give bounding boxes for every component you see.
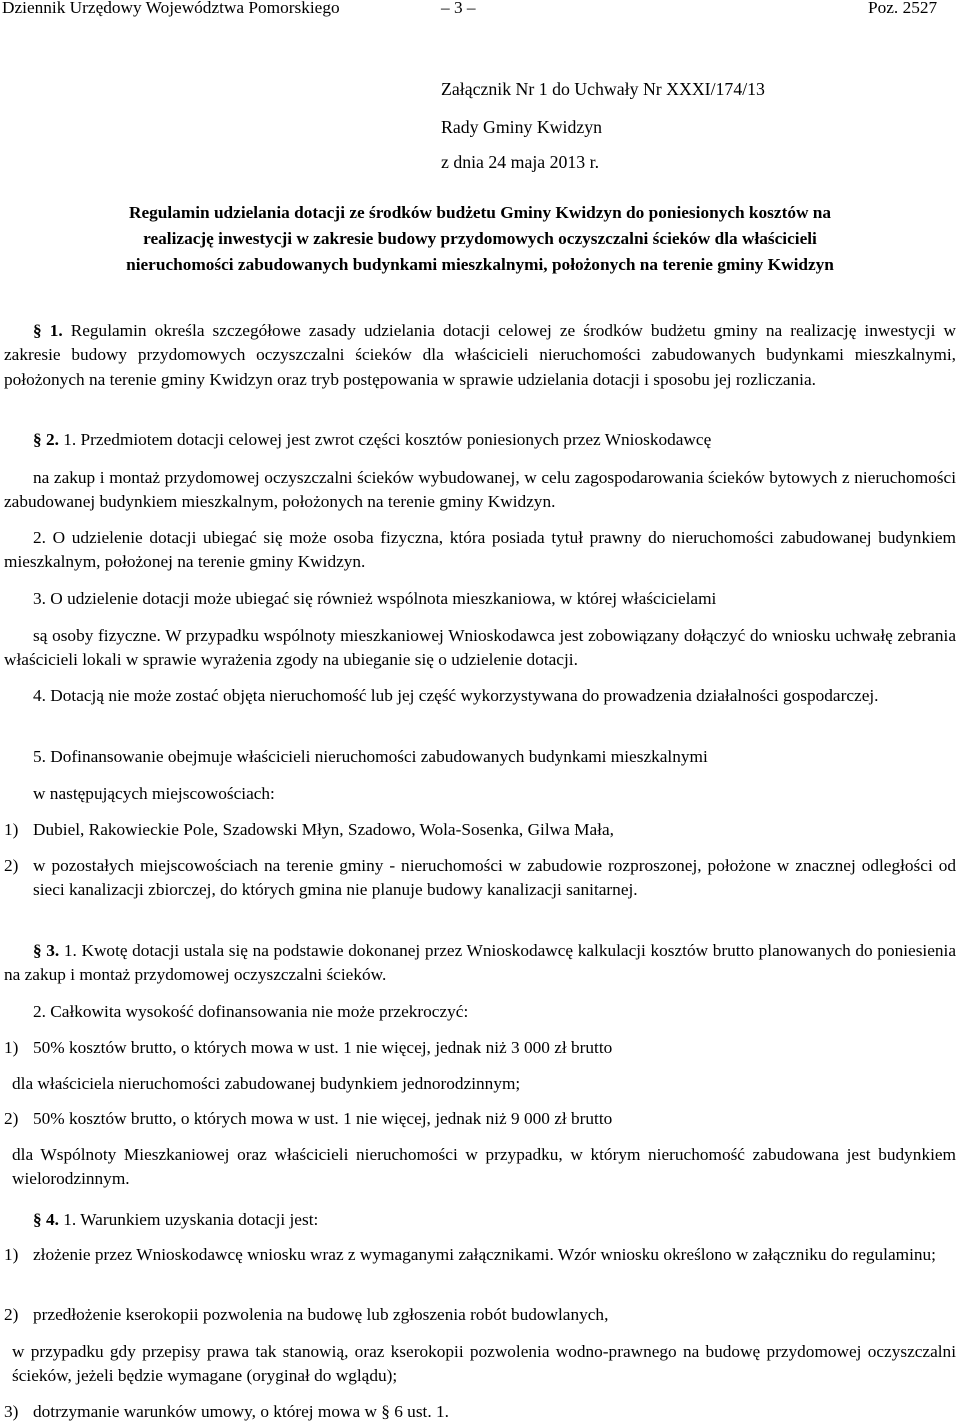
section-2-point-1-cont-block bbox=[4, 466, 956, 515]
section-2-point-3-lead-block bbox=[4, 587, 956, 611]
section-2-point-5-lead: 5. Dofinansowanie obejmuje właścicieli nieruchomości zabudowanych budynkami mieszkalnymi bbox=[33, 747, 708, 766]
title-line-1: Regulamin udzielania dotacji ze środków budżetu Gminy Kwidzyn do poniesionych kosztów na bbox=[128, 203, 832, 222]
list-item bbox=[4, 854, 956, 903]
section-2-point-4: 4. Dotacją nie może zostać objęta nieruchomość lub jej część wykorzystywana do prowadzenia działalności gospodarczej. bbox=[33, 686, 879, 705]
list-item-cont-text: w przypadku gdy przepisy prawa tak stanowią, oraz kserokopii pozwolenia wodno-prawnego na budowę przydomowej oczyszczalni ścieków, jeżeli będzie wymagane (oryginał do wglądu); bbox=[12, 1342, 956, 1386]
list-item-text: 50% kosztów brutto, o których mowa w ust. 1 nie więcej, jednak niż 3 000 zł brutto bbox=[33, 1038, 613, 1057]
list-item-text: 50% kosztów brutto, o których mowa w ust. 1 nie więcej, jednak niż 9 000 zł brutto bbox=[33, 1109, 613, 1128]
section-4-lead bbox=[4, 1208, 956, 1232]
list-item bbox=[4, 1303, 956, 1327]
list-item-text: złożenie przez Wnioskodawcę wniosku wraz z wymaganymi załącznikami. Wzór wniosku określono w załączniku do regulaminu; bbox=[33, 1245, 936, 1264]
section-1-text: Regulamin określa szczegółowe zasady udzielania dotacji celowej ze środków budżetu gminy na realizację inwestycji w zakresie budowy przydomowych oczyszczalni ścieków dla właścicieli nieruchomości zabudowanych budynkami mieszkalnymi, położonych na terenie gminy Kwidzyn oraz tryb postępowania w sprawie udzielania dotacji i sposobu jej rozliczania. bbox=[4, 321, 956, 389]
list-item-number: 1) bbox=[4, 1245, 19, 1264]
section-3-lead bbox=[4, 939, 956, 988]
section-3-point-2: 2. Całkowita wysokość dofinansowania nie może przekroczyć: bbox=[33, 1002, 469, 1021]
list-item-text: dotrzymanie warunków umowy, o której mowa w § 6 ust. 1. bbox=[33, 1402, 449, 1421]
title-line-2: realizację inwestycji w zakresie budowy przydomowych oczyszczalni ścieków dla właścicieli bbox=[143, 229, 817, 248]
list-item-cont bbox=[12, 1143, 956, 1192]
page-number: – 3 – bbox=[441, 0, 476, 17]
list-item-number: 2) bbox=[4, 1109, 19, 1128]
journal-title: Dziennik Urzędowy Województwa Pomorskiego bbox=[2, 0, 340, 17]
section-2-point-3-lead: 3. O udzielenie dotacji może ubiegać się również wspólnota mieszkaniowa, w której właścicielami bbox=[33, 589, 717, 608]
section-2-mark: § 2. bbox=[33, 430, 59, 449]
list-item-cont-text: dla Wspólnoty Mieszkaniowej oraz właścicieli nieruchomości w przypadku, w którym nieruchomość zabudowana jest budynkiem wielorodzinnym. bbox=[12, 1145, 956, 1189]
section-4-mark: § 4. bbox=[33, 1210, 59, 1229]
list-item bbox=[4, 818, 956, 842]
section-2-point-5-cont: w następujących miejscowościach: bbox=[33, 784, 275, 803]
section-3-mark: § 3. bbox=[33, 941, 60, 960]
list-item-number: 2) bbox=[4, 1305, 19, 1324]
position-number: Poz. 2527 bbox=[868, 0, 938, 17]
section-2-point-3-cont-block bbox=[4, 624, 956, 673]
section-1-mark: § 1. bbox=[33, 321, 63, 340]
section-2-lead bbox=[4, 428, 956, 452]
list-item-text: przedłożenie kserokopii pozwolenia na budowę lub zgłoszenia robót budowlanych, bbox=[33, 1305, 609, 1324]
section-2-point-3-cont: są osoby fizyczne. W przypadku wspólnoty mieszkaniowej Wnioskodawca jest zobowiązany dołączyć do wniosku uchwałę zebrania właścicieli lokali w sprawie wyrażenia zgody na ubieganie się o udzielenie dotacji. bbox=[4, 626, 956, 670]
attachment-line-3: z dnia 24 maja 2013 r. bbox=[441, 152, 600, 172]
document-title bbox=[0, 200, 960, 278]
list-item bbox=[4, 1243, 956, 1267]
section-1 bbox=[4, 319, 956, 392]
list-item-number: 1) bbox=[4, 820, 19, 839]
title-line-3: nieruchomości zabudowanych budynkami mieszkalnymi, położonych na terenie gminy Kwidzyn bbox=[126, 255, 834, 274]
attachment-line-2: Rady Gminy Kwidzyn bbox=[441, 117, 603, 137]
section-4-point-1: 1. Warunkiem uzyskania dotacji jest: bbox=[63, 1210, 319, 1229]
attachment-line-1: Załącznik Nr 1 do Uchwały Nr XXXI/174/13 bbox=[441, 79, 765, 99]
list-item bbox=[4, 1036, 956, 1060]
section-3-point-1: 1. Kwotę dotacji ustala się na podstawie dokonanej przez Wnioskodawcę kalkulacji kosztów brutto planowanych do poniesienia na zakup i montaż przydomowej oczyszczalni ścieków. bbox=[4, 941, 957, 985]
section-2-point-1-lead: 1. Przedmiotem dotacji celowej jest zwrot części kosztów poniesionych przez Wnioskodawcę bbox=[63, 430, 712, 449]
section-2-point-4-block bbox=[4, 684, 956, 708]
list-item-number: 3) bbox=[4, 1402, 19, 1421]
list-item-text: w pozostałych miejscowościach na terenie gminy - nieruchomości w zabudowie rozproszonej, położone w znacznej odległości od sieci kanalizacji zbiorczej, do których gmina nie planuje budowy kanalizacji sanitarnej. bbox=[33, 856, 956, 900]
section-2-point-2: 2. O udzielenie dotacji ubiegać się może osoba fizyczna, która posiada tytuł prawny do nieruchomości zabudowanej budynkiem mieszkalnym, położonej na terenie gminy Kwidzyn. bbox=[4, 528, 956, 572]
list-item bbox=[4, 1107, 956, 1131]
list-item-text: Dubiel, Rakowieckie Pole, Szadowski Młyn, Szadowo, Wola-Sosenka, Gilwa Mała, bbox=[33, 820, 614, 839]
section-2-point-5-lead-block bbox=[4, 745, 956, 769]
list-item-cont bbox=[12, 1072, 956, 1096]
section-3-point-2-block bbox=[4, 1000, 956, 1024]
section-2-point-5-cont-block bbox=[4, 782, 956, 806]
section-2-point-2-block bbox=[4, 526, 956, 575]
list-item-cont-text: dla właściciela nieruchomości zabudowanej budynkiem jednorodzinnym; bbox=[12, 1074, 521, 1093]
list-item-number: 2) bbox=[4, 856, 19, 875]
list-item-cont bbox=[12, 1340, 956, 1389]
list-item bbox=[4, 1400, 956, 1424]
section-2-point-1-cont: na zakup i montaż przydomowej oczyszczalni ścieków wybudowanej, w celu zagospodarowania ścieków bytowych z nieruchomości zabudowanej budynkiem mieszkalnym, położonych na terenie gminy Kwidzyn. bbox=[4, 468, 956, 512]
list-item-number: 1) bbox=[4, 1038, 19, 1057]
